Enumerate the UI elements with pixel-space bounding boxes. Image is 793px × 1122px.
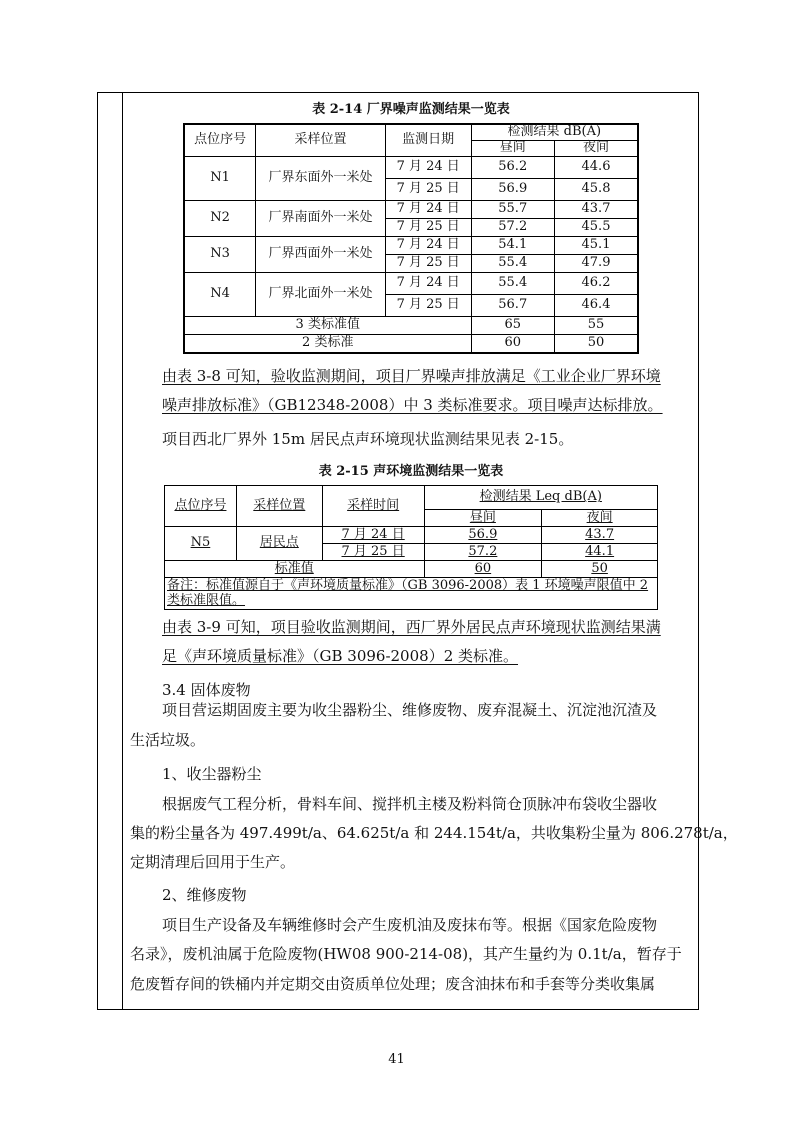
cell-date: 7 月 24 日: [385, 237, 471, 255]
page-number: 41: [388, 1052, 405, 1067]
paragraph-line: 项目生产设备及车辆维修时会产生废机油及废抹布等。根据《国家危险废物: [162, 916, 658, 934]
std2-night: 50: [554, 335, 638, 353]
table2-caption: 表 2-15 声环境监测结果一览表: [318, 464, 504, 479]
cell-night: 46.2: [554, 273, 638, 295]
paragraph-line: 危废暂存间的铁桶内并定期交由资质单位处理；废含油抹布和手套等分类收集属: [130, 975, 656, 993]
cell-location: 厂界南面外一米处: [256, 201, 386, 237]
header-day: 昼间: [471, 141, 554, 157]
paragraph-line: 噪声排放标准》（GB12348-2008）中 3 类标准要求。项目噪声达标排放。: [162, 396, 663, 414]
header-location: 采样位置: [256, 124, 386, 157]
header-date: 监测日期: [385, 124, 471, 157]
cell-date: 7 月 25 日: [385, 179, 471, 201]
paragraph-line: 名录》，废机油属于危险废物(HW08 900-214-08)，其产生量约为 0.1t/a，暂存于: [130, 945, 682, 963]
table1-caption: 表 2-14 厂界噪声监测结果一览表: [312, 102, 510, 117]
std-night: 50: [542, 561, 658, 578]
paragraph-line: 由表 3-9 可知，项目验收监测期间，西厂界外居民点声环境现状监测结果满: [162, 618, 661, 636]
noise-boundary-table: [183, 123, 639, 354]
std2-day: 60: [471, 335, 554, 353]
cell-point: N3: [184, 237, 256, 273]
header-time: 采样时间: [322, 486, 424, 527]
cell-point: N1: [184, 157, 256, 201]
cell-day: 55.4: [471, 255, 554, 273]
cell-point: N4: [184, 273, 256, 317]
paragraph-line: 根据废气工程分析，骨料车间、搅拌机主楼及粉料筒仓顶脉冲布袋收尘器收: [162, 795, 658, 813]
paragraph-line: 足《声环境质量标准》（GB 3096-2008）2 类标准。: [162, 647, 519, 665]
cell-point: N5: [165, 527, 237, 561]
cell-day: 54.1: [471, 237, 554, 255]
cell-night: 45.8: [554, 179, 638, 201]
frame-divider: [122, 93, 123, 1009]
cell-night: 43.7: [542, 527, 658, 544]
item-heading: 2、维修废物: [162, 886, 247, 904]
table-note: 备注：标准值源自于《声环境质量标准》（GB 3096-2008）表 1 环境噪声限值中 2 类标准限值。: [165, 578, 658, 610]
header-night: 夜间: [554, 141, 638, 157]
paragraph-line: 由表 3-8 可知，验收监测期间，项目厂界噪声排放满足《工业企业厂界环境: [162, 367, 661, 385]
header-location: 采样位置: [236, 486, 322, 527]
std-day: 60: [424, 561, 542, 578]
cell-date: 7 月 25 日: [385, 295, 471, 317]
cell-date: 7 月 24 日: [385, 273, 471, 295]
paragraph-line: 项目西北厂界外 15m 居民点声环境现状监测结果见表 2-15。: [162, 430, 574, 448]
std-label: 标准值: [165, 561, 425, 578]
header-night: 夜间: [542, 510, 658, 527]
paragraph-line: 项目营运期固废主要为收尘器粉尘、维修废物、废弃混凝土、沉淀池沉渣及: [162, 701, 658, 719]
cell-day: 56.9: [471, 179, 554, 201]
std3-day: 65: [471, 317, 554, 335]
header-point: 点位序号: [165, 486, 237, 527]
header-result: 检测结果 Leq dB(A): [424, 486, 657, 510]
paragraph-line: 定期清理后回用于生产。: [130, 853, 296, 871]
cell-date: 7 月 24 日: [385, 157, 471, 179]
cell-night: 46.4: [554, 295, 638, 317]
std3-night: 55: [554, 317, 638, 335]
cell-date: 7 月 24 日: [385, 201, 471, 219]
cell-location: 厂界东面外一米处: [256, 157, 386, 201]
cell-location: 厂界西面外一米处: [256, 237, 386, 273]
cell-night: 47.9: [554, 255, 638, 273]
std3-label: 3 类标准值: [184, 317, 471, 335]
cell-night: 45.5: [554, 219, 638, 237]
cell-night: 44.6: [554, 157, 638, 179]
cell-time: 7 月 25 日: [322, 544, 424, 561]
ambient-noise-table: [164, 485, 658, 610]
header-day: 昼间: [424, 510, 542, 527]
cell-date: 7 月 25 日: [385, 219, 471, 237]
cell-time: 7 月 24 日: [322, 527, 424, 544]
cell-day: 56.9: [424, 527, 542, 544]
cell-date: 7 月 25 日: [385, 255, 471, 273]
cell-point: N2: [184, 201, 256, 237]
header-point: 点位序号: [184, 124, 256, 157]
item-heading: 1、收尘器粉尘: [162, 765, 262, 783]
cell-day: 56.2: [471, 157, 554, 179]
header-result: 检测结果 dB(A): [471, 124, 638, 141]
cell-night: 44.1: [542, 544, 658, 561]
section-heading: 3.4 固体废物: [162, 681, 251, 699]
cell-location: 厂界北面外一米处: [256, 273, 386, 317]
cell-night: 45.1: [554, 237, 638, 255]
std2-label: 2 类标准: [184, 335, 471, 353]
cell-location: 居民点: [236, 527, 322, 561]
cell-day: 57.2: [424, 544, 542, 561]
cell-day: 57.2: [471, 219, 554, 237]
paragraph-line: 集的粉尘量各为 497.499t/a、64.625t/a 和 244.154t/a，共收集粉尘量为 806.278t/a，: [130, 824, 738, 842]
paragraph-line: 生活垃圾。: [130, 731, 206, 749]
cell-day: 55.7: [471, 201, 554, 219]
cell-night: 43.7: [554, 201, 638, 219]
cell-day: 56.7: [471, 295, 554, 317]
cell-day: 55.4: [471, 273, 554, 295]
